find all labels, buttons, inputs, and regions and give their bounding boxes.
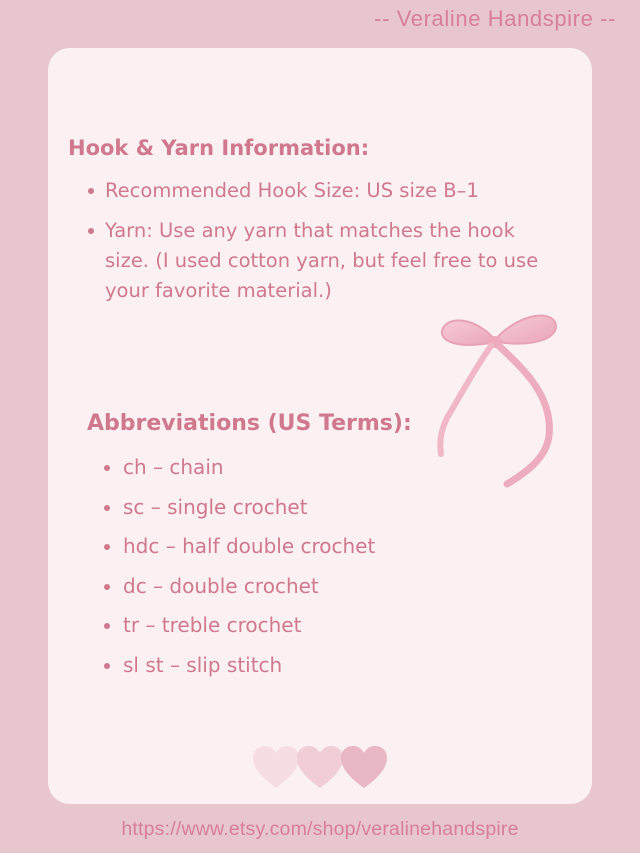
list-item-hdc: hdc – half double crochet [123, 531, 483, 561]
heart-icon [297, 746, 343, 788]
abbreviations-list [123, 452, 483, 690]
heart-icon [253, 746, 299, 788]
hook-yarn-heading: Hook & Yarn Information: [68, 136, 370, 160]
list-item-ch: ch – chain [123, 452, 483, 482]
list-item-yarn: Yarn: Use any yarn that matches the hook size. (I used cotton yarn, but feel free to use your favorite material.) [105, 216, 555, 306]
list-item-dc: dc – double crochet [123, 571, 483, 601]
info-card [48, 48, 592, 804]
list-item-sl-st: sl st – slip stitch [123, 650, 483, 680]
hook-yarn-list [105, 176, 555, 316]
list-item-hook-size: Recommended Hook Size: US size B–1 [105, 176, 555, 206]
list-item-tr: tr – treble crochet [123, 610, 483, 640]
abbreviations-heading: Abbreviations (US Terms): [87, 411, 412, 436]
list-item-sc: sc – single crochet [123, 492, 483, 522]
hearts-decoration [253, 746, 391, 792]
shop-url-link[interactable]: https://www.etsy.com/shop/veralinehandspire [121, 818, 519, 840]
brand-name: -- Veraline Handspire -- [374, 6, 616, 31]
heart-icon [341, 746, 387, 788]
